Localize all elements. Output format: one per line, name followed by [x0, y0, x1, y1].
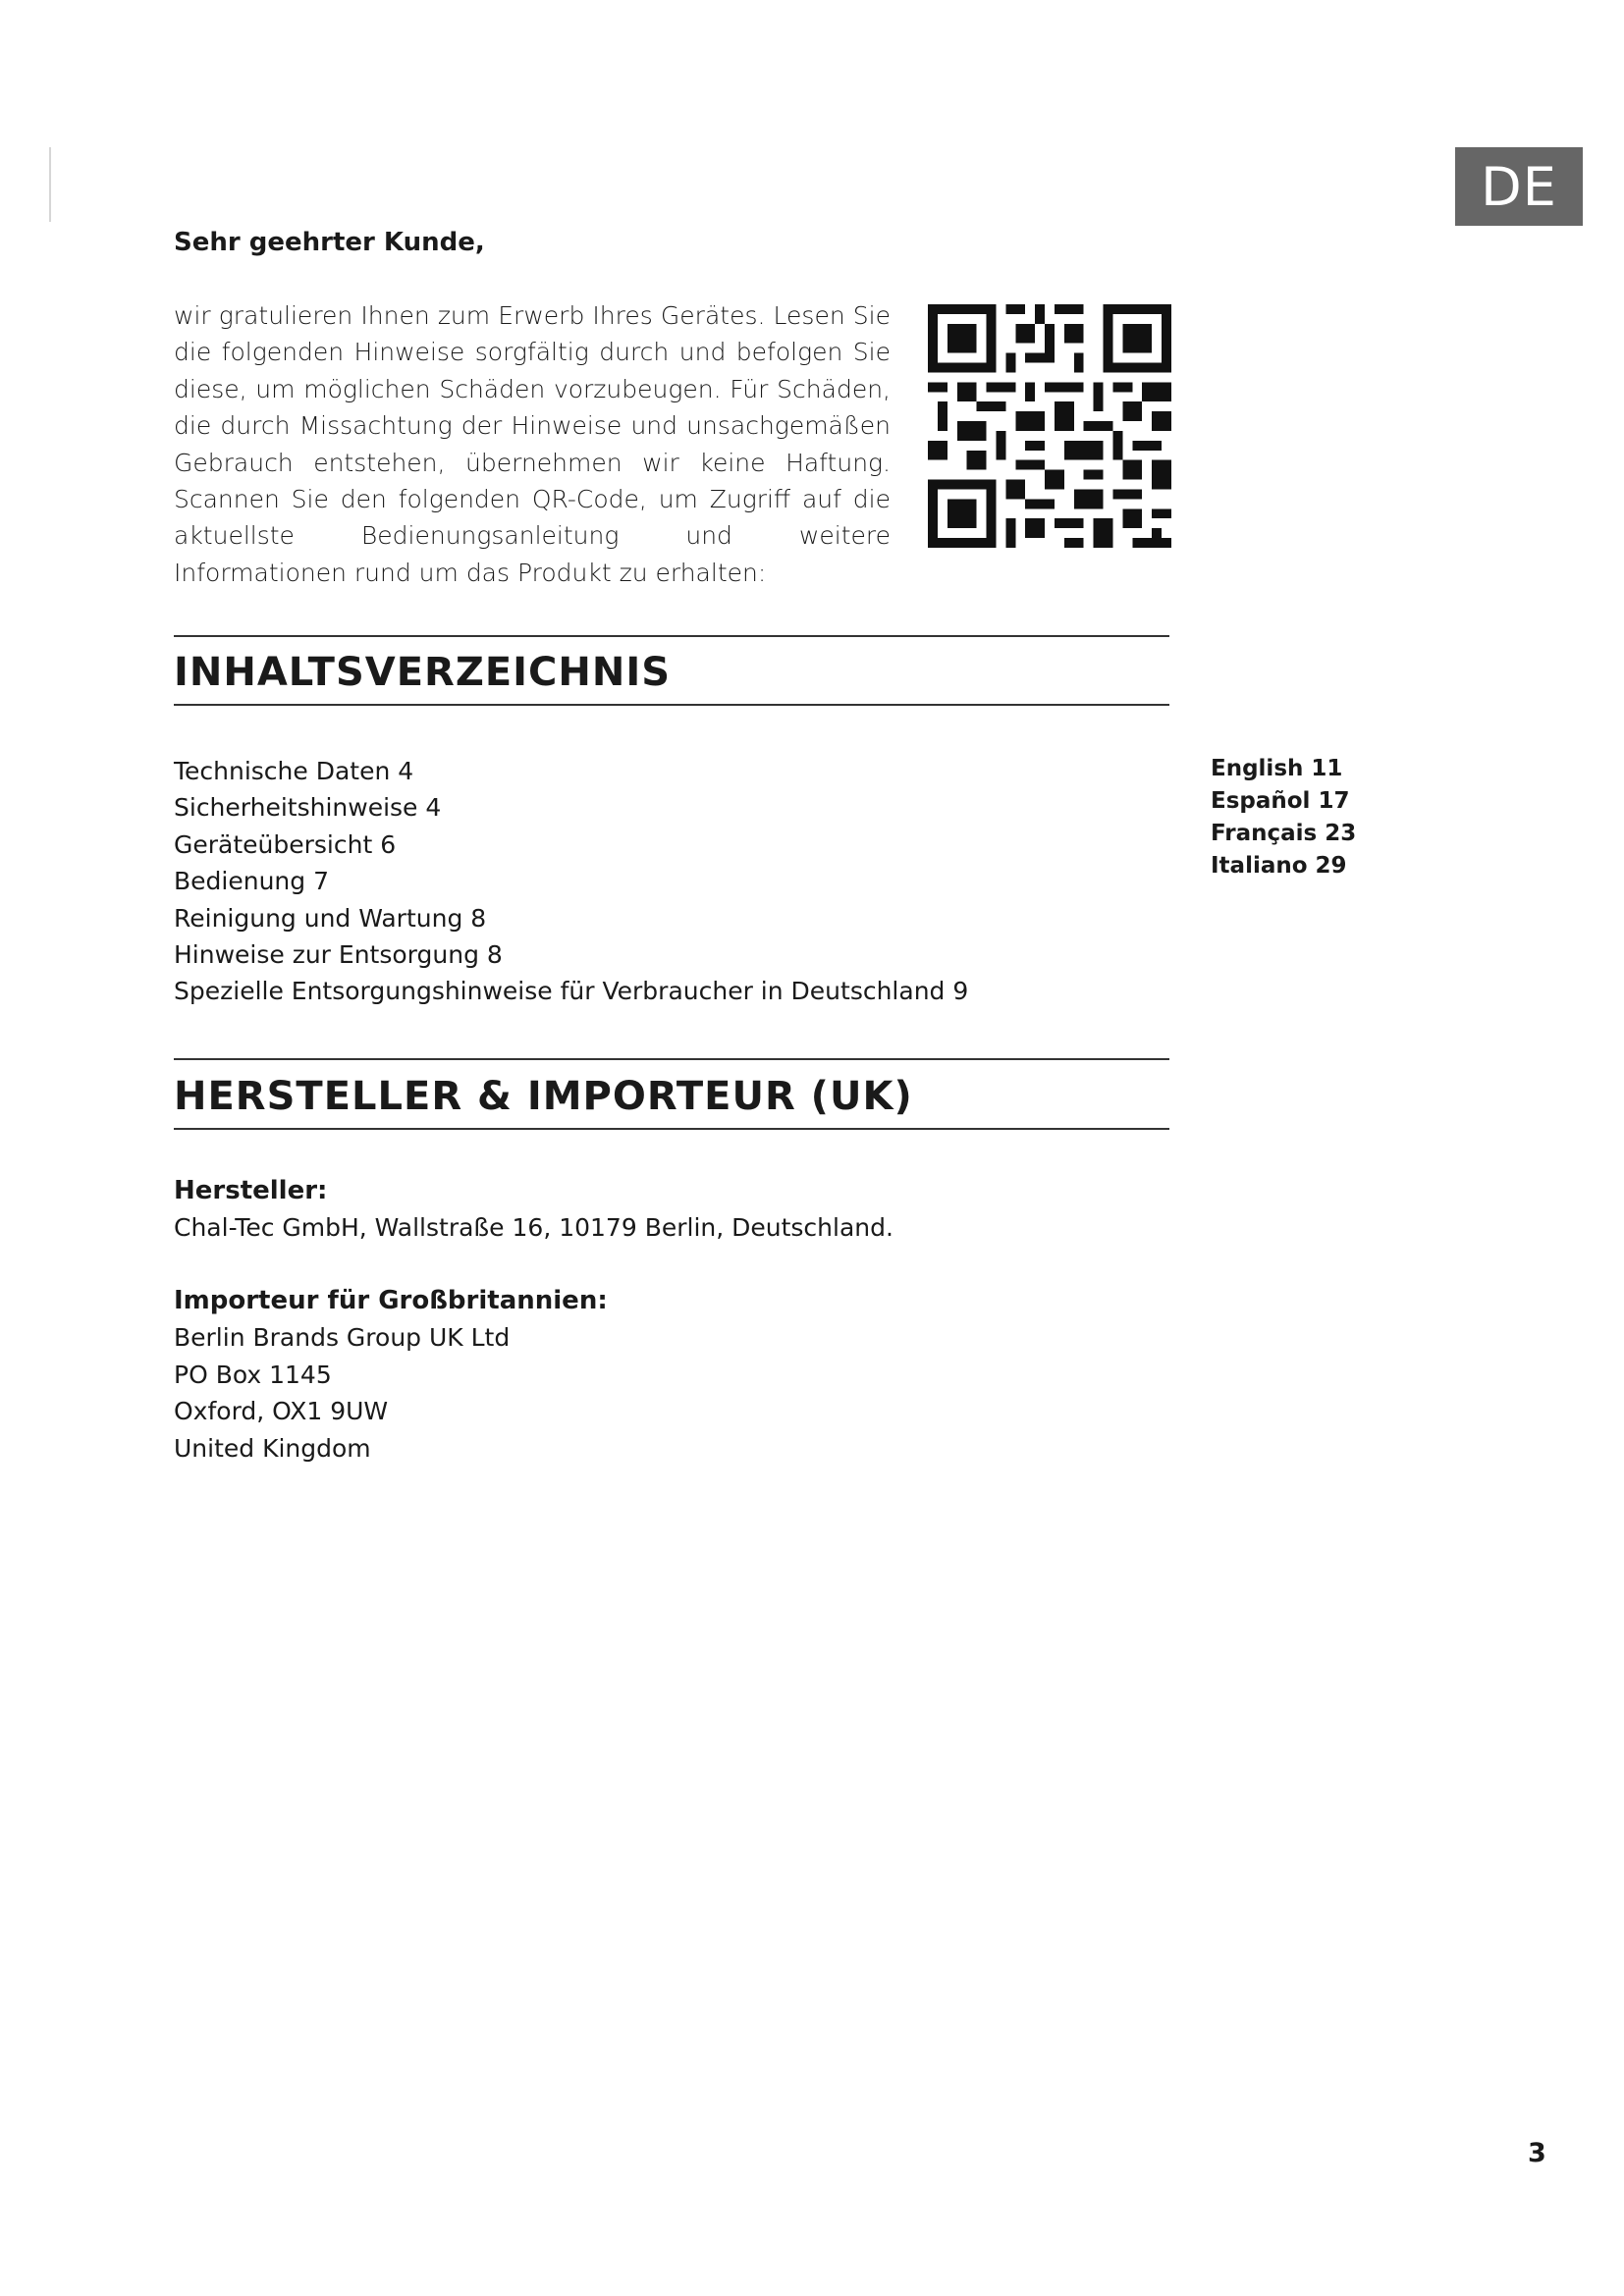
language-tab: DE [1455, 147, 1583, 226]
language-index [1211, 753, 1356, 882]
language-item: Italiano 29 [1211, 853, 1347, 879]
toc-item: Sicherheitshinweise 4 [174, 793, 442, 823]
toc-list [174, 753, 968, 1010]
manufacturer-label: Hersteller: [174, 1176, 328, 1205]
toc-item: Bedienung 7 [174, 867, 329, 896]
importer-line: Berlin Brands Group UK Ltd [174, 1323, 511, 1353]
importer-block [174, 1283, 608, 1467]
manufacturer-rule-bottom [174, 1128, 1169, 1130]
manufacturer-rule-top [174, 1058, 1169, 1060]
margin-line [49, 147, 51, 222]
toc-item: Geräteübersicht 6 [174, 829, 397, 859]
language-item: Español 17 [1211, 788, 1350, 814]
toc-item: Hinweise zur Entsorgung 8 [174, 940, 503, 970]
importer-line: United Kingdom [174, 1433, 371, 1463]
language-item: English 11 [1211, 756, 1343, 781]
qr-code-icon [928, 304, 1171, 548]
importer-line: PO Box 1145 [174, 1360, 332, 1389]
toc-item: Technische Daten 4 [174, 757, 414, 785]
manufacturer-title: HERSTELLER & IMPORTEUR (UK) [174, 1074, 913, 1119]
toc-title: INHALTSVERZEICHNIS [174, 650, 672, 695]
page-number: 3 [1528, 2138, 1546, 2168]
importer-line: Oxford, OX1 9UW [174, 1397, 389, 1426]
language-item: Français 23 [1211, 821, 1357, 846]
manufacturer-address: Chal-Tec GmbH, Wallstraße 16, 10179 Berlin, Deutschland. [174, 1213, 893, 1243]
manufacturer-block [174, 1173, 893, 1247]
toc-rule-bottom [174, 704, 1169, 706]
toc-item: Reinigung und Wartung 8 [174, 903, 487, 933]
salutation: Sehr geehrter Kunde, [174, 228, 485, 257]
toc-item: Spezielle Entsorgungshinweise für Verbraucher in Deutschland 9 [174, 977, 969, 1006]
importer-label: Importeur für Großbritannien: [174, 1286, 608, 1315]
intro-paragraph: wir gratulieren Ihnen zum Erwerb Ihres Gerätes. Lesen Sie die folgenden Hinweise sorgfältig durch und befolgen Sie diese, um möglichen Schäden vorzubeugen. Für Schäden, die durch Missachtung der Hinweise und unsachgemäßen Gebrauch entstehen, übernehmen wir keine Haftung. Scannen Sie den folgenden QR-Code, um Zugriff auf die aktuellste Bedienungsanleitung und weitere Informationen rund um das Produkt zu erhalten: [174, 301, 891, 587]
toc-rule-top [174, 635, 1169, 637]
